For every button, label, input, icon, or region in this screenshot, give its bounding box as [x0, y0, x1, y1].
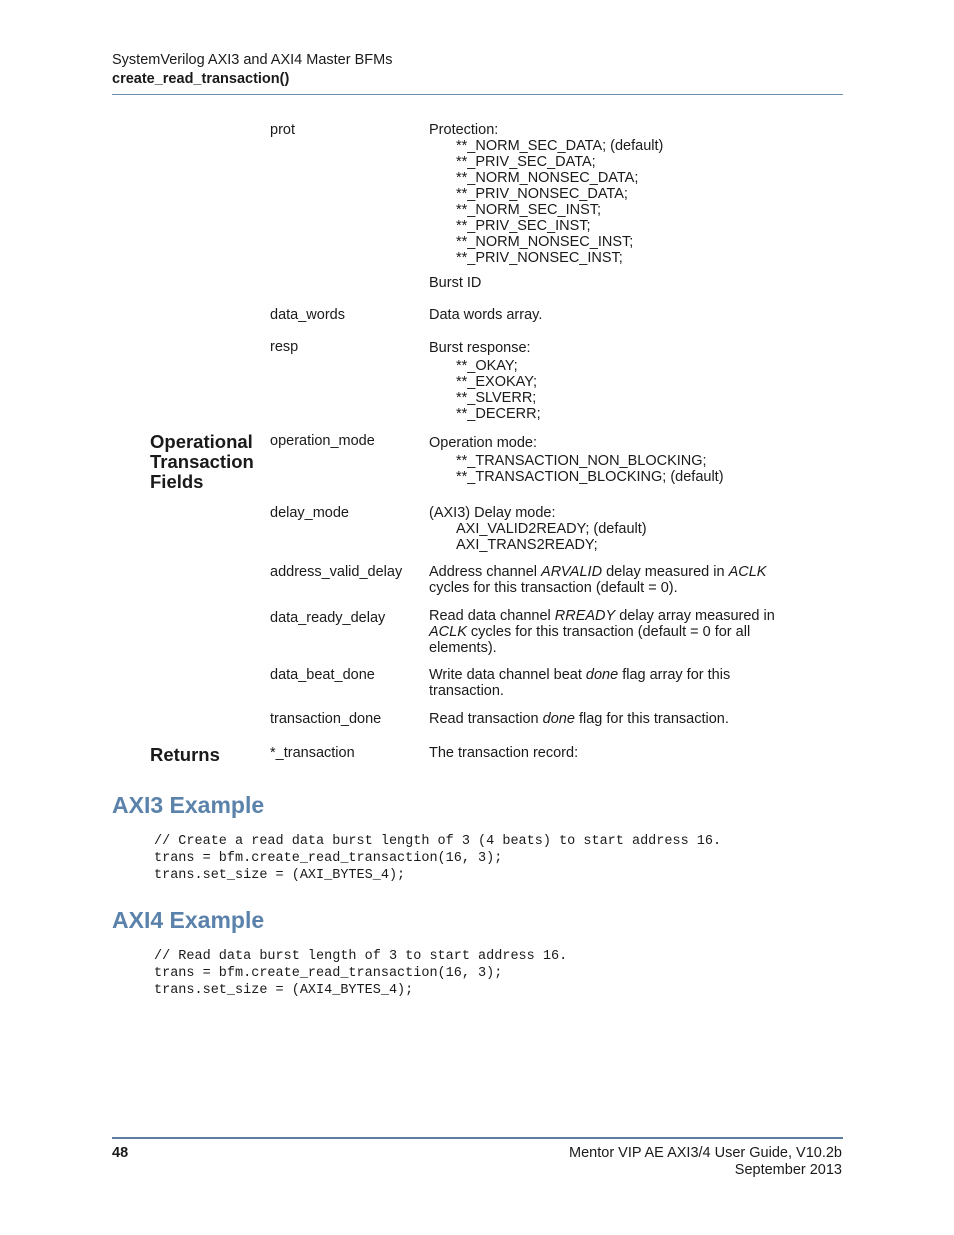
section-label-returns: Returns	[150, 744, 220, 765]
param-data-words: data_words	[270, 307, 345, 323]
signal-name: ACLK	[728, 564, 767, 580]
desc-data-words: Data words array.	[429, 307, 543, 323]
param-data-beat-done: data_beat_done	[270, 667, 375, 683]
return-name: *_transaction	[270, 745, 355, 761]
desc-data-ready-delay	[429, 608, 775, 656]
resp-option: **_DECERR;	[456, 406, 541, 422]
delay-mode-option: AXI_TRANS2READY;	[456, 537, 598, 553]
desc-prot	[429, 122, 663, 266]
axi4-code-block: // Read data burst length of 3 to start address 16. trans = bfm.create_read_transaction(16, 3); trans.set_size = (AXI4_BYTES_4);	[154, 949, 568, 998]
text-run: transaction.	[429, 683, 504, 699]
desc-operation-mode	[429, 435, 724, 485]
text-run: Read transaction	[429, 711, 543, 727]
param-resp: resp	[270, 339, 299, 355]
prot-option: **_NORM_NONSEC_DATA;	[456, 170, 639, 186]
section-label-operational: Operational Transaction Fields	[150, 431, 254, 492]
text-run: elements).	[429, 640, 497, 656]
signal-name: done	[542, 711, 575, 727]
footer-date: September 2013	[734, 1162, 842, 1178]
prot-option: **_NORM_SEC_INST;	[456, 202, 602, 218]
running-header-subtitle: create_read_transaction()	[112, 71, 290, 87]
text-run: delay measured in	[602, 564, 729, 580]
running-header-title: SystemVerilog AXI3 and AXI4 Master BFMs	[112, 52, 393, 68]
resp-option: **_EXOKAY;	[456, 374, 537, 390]
desc-data-beat-done	[429, 667, 730, 699]
desc-transaction-done	[429, 711, 729, 727]
param-operation-mode: operation_mode	[270, 433, 375, 449]
text-run: Address channel	[429, 564, 542, 580]
desc-resp-intro: Burst response:	[429, 340, 531, 356]
desc-prot-intro: Protection:	[429, 122, 499, 138]
prot-option: **_PRIV_SEC_INST;	[456, 218, 591, 234]
axi3-code-block: // Create a read data burst length of 3 (4 beats) to start address 16. trans = bfm.create_read_transaction(16, 3); trans.set_size = (AXI_BYTES_4);	[154, 834, 722, 883]
desc-delay-mode-intro: (AXI3) Delay mode:	[429, 505, 556, 521]
signal-name: done	[585, 667, 619, 683]
desc-operation-mode-intro: Operation mode:	[429, 435, 538, 451]
text-run: cycles for this transaction (default = 0 for all	[466, 624, 751, 640]
axi4-example-heading: AXI4 Example	[112, 907, 265, 933]
resp-option: **_OKAY;	[456, 358, 518, 374]
prot-option: **_NORM_NONSEC_INST;	[456, 234, 634, 250]
page-number: 48	[112, 1145, 129, 1161]
footer-guide-title: Mentor VIP AE AXI3/4 User Guide, V10.2b	[569, 1145, 842, 1161]
signal-name: RREADY	[554, 608, 616, 624]
desc-resp	[429, 340, 541, 422]
prot-option: **_PRIV_SEC_DATA;	[456, 154, 596, 170]
param-prot: prot	[270, 122, 295, 138]
axi3-example-heading: AXI3 Example	[112, 792, 265, 818]
operation-mode-option: **_TRANSACTION_BLOCKING; (default)	[456, 469, 724, 485]
signal-name: ACLK	[429, 624, 467, 640]
signal-name: ARVALID	[541, 564, 603, 580]
prot-option: **_PRIV_NONSEC_DATA;	[456, 186, 628, 202]
footer-rule	[112, 1137, 843, 1139]
header-rule	[112, 94, 843, 95]
param-transaction-done: transaction_done	[270, 711, 382, 727]
text-run: Read data channel	[429, 608, 555, 624]
resp-option: **_SLVERR;	[456, 390, 537, 406]
text-run: flag for this transaction.	[574, 711, 729, 727]
delay-mode-option: AXI_VALID2READY; (default)	[456, 521, 647, 537]
operation-mode-option: **_TRANSACTION_NON_BLOCKING;	[456, 453, 707, 469]
text-run: cycles for this transaction (default = 0).	[429, 580, 678, 596]
text-run: Write data channel beat	[429, 667, 586, 683]
return-desc: The transaction record:	[429, 745, 579, 761]
param-data-ready-delay: data_ready_delay	[270, 610, 386, 626]
prot-option: **_PRIV_NONSEC_INST;	[456, 250, 623, 266]
text-run: flag array for this	[618, 667, 731, 683]
param-address-valid-delay: address_valid_delay	[270, 564, 403, 580]
param-delay-mode: delay_mode	[270, 505, 349, 521]
prot-option: **_NORM_SEC_DATA; (default)	[456, 138, 664, 154]
desc-burst-id: Burst ID	[429, 275, 482, 291]
text-run: delay array measured in	[615, 608, 775, 624]
desc-address-valid-delay	[429, 564, 766, 596]
desc-delay-mode	[429, 505, 647, 553]
